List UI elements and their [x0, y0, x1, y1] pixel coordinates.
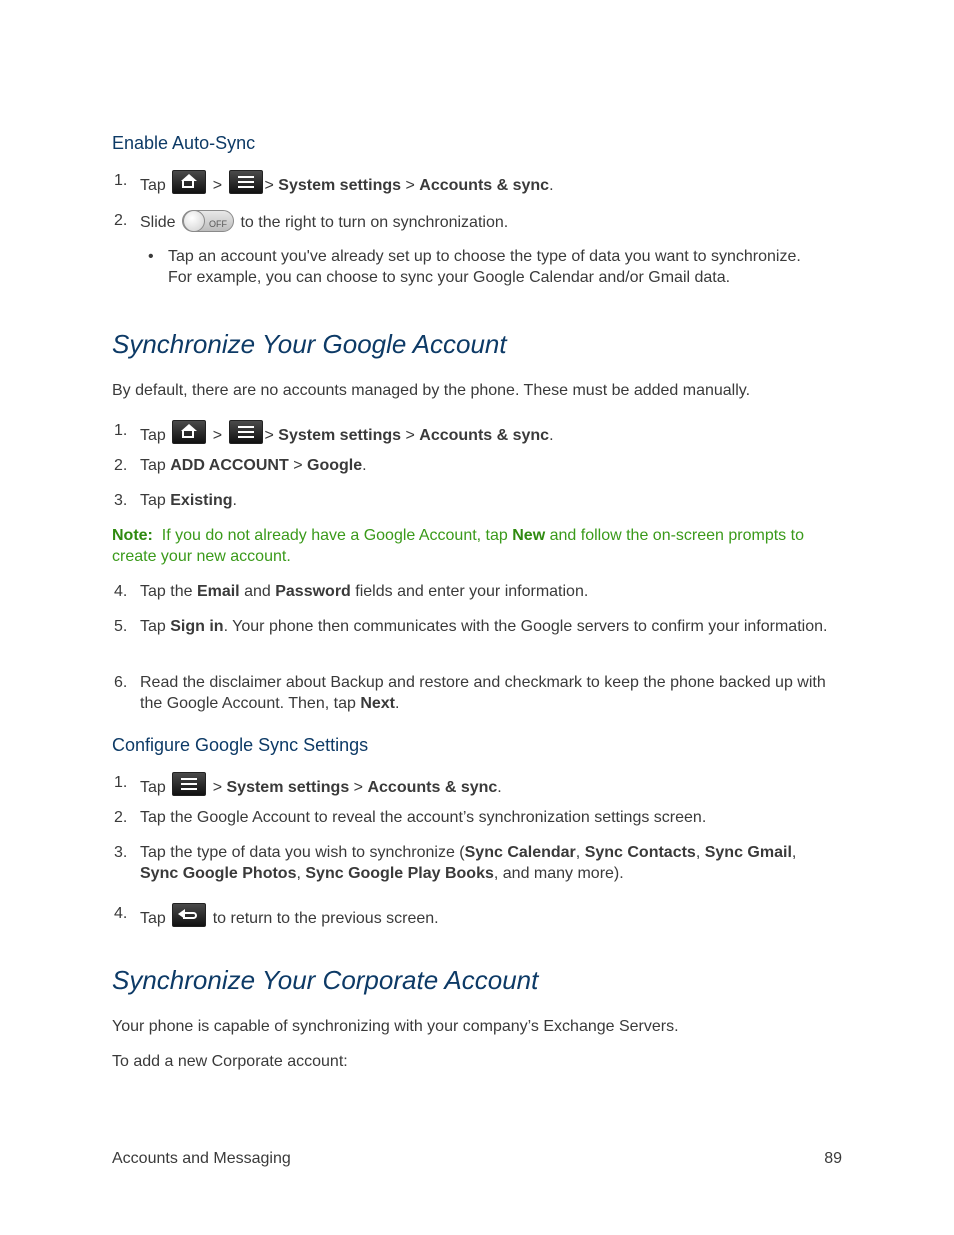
home-icon	[172, 420, 206, 444]
back-icon	[172, 903, 206, 927]
note-paragraph: Note: If you do not already have a Google Account, tap New and follow the on-screen prompts to create your new account.	[112, 527, 804, 565]
toggle-knob	[183, 210, 205, 232]
menu-icon	[172, 772, 206, 796]
corporate-instruction: To add a new Corporate account:	[112, 1053, 348, 1070]
section-heading-sync-corporate: Synchronize Your Corporate Account	[112, 965, 539, 995]
corporate-paragraph: Your phone is capable of synchronizing with your company’s Exchange Servers.	[112, 1018, 679, 1035]
section-heading-enable-auto-sync: Enable Auto-Sync	[112, 133, 256, 153]
footer-section-title: Accounts and Messaging	[112, 1150, 291, 1167]
intro-paragraph: By default, there are no accounts managed by the phone. These must be added manually.	[112, 382, 751, 399]
menu-icon	[229, 170, 263, 194]
page-number: 89	[824, 1150, 842, 1167]
section-heading-sync-google: Synchronize Your Google Account	[112, 329, 507, 359]
section-heading-configure-sync: Configure Google Sync Settings	[112, 735, 369, 755]
bullet-dot-icon: •	[148, 248, 154, 265]
toggle-switch-icon: OFF	[182, 210, 234, 232]
manual-page: Enable Auto-Sync 1. Tap > > System settings > Accounts & sync. 2. Slide OFF to the right to turn on synchronization. • Tap an account you've already set up to choose the type of data you want to synchronize. For example, you can choose to sync your Google Calendar and/or Gmail data. Synchronize Your Google Account By default, there are no accounts managed by the phone. These must be added manually. 1. Tap > > System settings > Accounts & sync. 2. Tap ADD ACCOUNT > Google. 3. Tap Existing. Note: If you do not already have a Google Account, tap New and follow the on-screen prompts to create your new account. 4. Tap the Email and Password fields and enter your information. 5. Tap Sign in. Your phone then communicates with the Google servers to confirm your information. 6. Read the disclaimer about Backup and restore and checkmark to keep the phone backed up with the Google Account. Then, tap Next. Configure Google Sync Settings 1. Tap > System settings > Accounts & sync. 2. Tap the Google Account to reveal the account’s synchronization settings screen. 3. Tap the type of data you wish to synchronize (Sync Calendar, Sync Contacts, Sync Gmail, Sync Google Photos, Sync Google Play Books, and many more). 4. Tap to return to the previous screen. Synchronize Your Corporate Account Your phone is capable of synchronizing with your company’s Exchange Servers. To add a new Corporate account: Accounts and Messaging 89	[112, 133, 842, 1167]
menu-icon	[229, 420, 263, 444]
home-icon	[172, 170, 206, 194]
note-label: Note:	[112, 527, 153, 544]
